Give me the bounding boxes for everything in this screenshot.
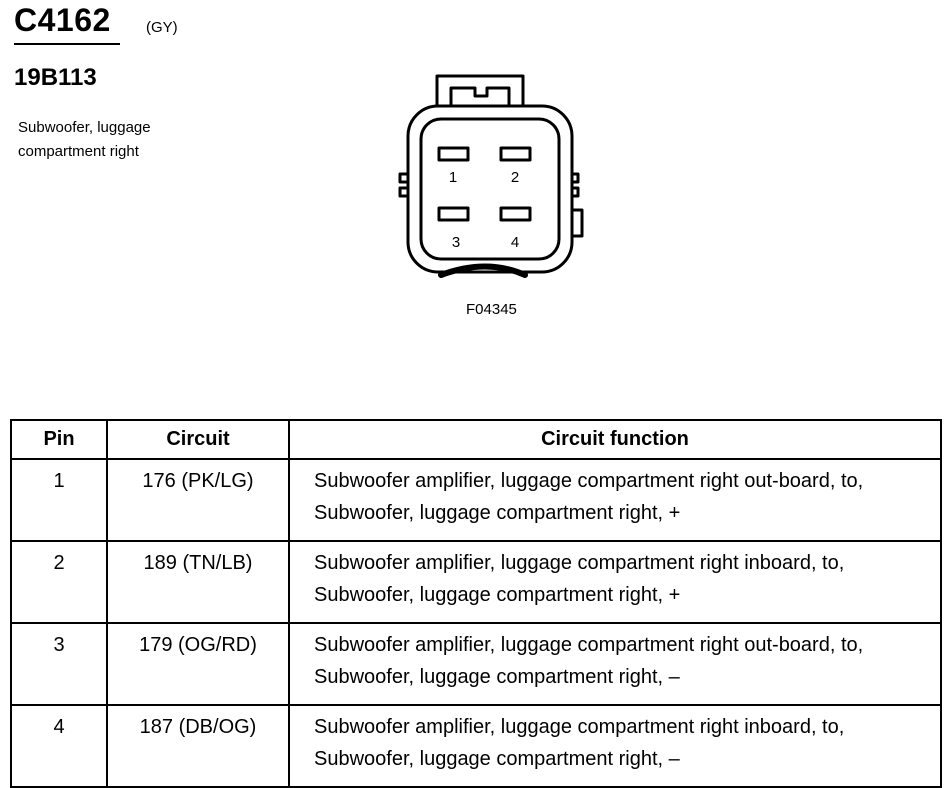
pin-1-terminal xyxy=(439,148,468,160)
connector-id-underline xyxy=(14,43,120,45)
table-row xyxy=(11,459,941,541)
pin-2-terminal xyxy=(501,148,530,160)
connector-id: C4162 xyxy=(14,2,111,38)
part-number: 19B113 xyxy=(14,64,97,91)
pin-cell: 2 xyxy=(11,541,107,623)
function-cell: Subwoofer amplifier, luggage compartment right inboard, to, Subwoofer, luggage compartment right, + xyxy=(289,541,941,623)
pin-3-label: 3 xyxy=(451,234,461,251)
circuit-cell: 179 (OG/RD) xyxy=(107,623,289,705)
function-cell: Subwoofer amplifier, luggage compartment right out-board, to, Subwoofer, luggage compartment right, – xyxy=(289,623,941,705)
connector-description: Subwoofer, luggage compartment right xyxy=(18,119,151,160)
pin-cell: 1 xyxy=(11,459,107,541)
header-circuit: Circuit xyxy=(107,420,289,459)
pin-table xyxy=(10,419,942,788)
pin-1-label: 1 xyxy=(448,169,458,186)
function-cell: Subwoofer amplifier, luggage compartment right out-board, to, Subwoofer, luggage compartment right, + xyxy=(289,459,941,541)
circuit-cell: 176 (PK/LG) xyxy=(107,459,289,541)
pin-2-label: 2 xyxy=(510,169,520,186)
circuit-cell: 187 (DB/OG) xyxy=(107,705,289,787)
table-row xyxy=(11,541,941,623)
housing-outer xyxy=(408,106,572,272)
connector-face-diagram xyxy=(395,70,590,290)
housing-inner xyxy=(421,119,559,259)
pin-cell: 3 xyxy=(11,623,107,705)
color-code: (GY) xyxy=(146,19,178,36)
table-row xyxy=(11,623,941,705)
pin-4-label: 4 xyxy=(510,234,520,251)
table-header-row xyxy=(11,420,941,459)
header-pin: Pin xyxy=(11,420,107,459)
pin-3-terminal xyxy=(439,208,468,220)
header-circuit-function: Circuit function xyxy=(289,420,941,459)
pin-4-terminal xyxy=(501,208,530,220)
table-row xyxy=(11,705,941,787)
latch-notch xyxy=(451,88,509,106)
figure-code: F04345 xyxy=(466,301,517,318)
circuit-cell: 189 (TN/LB) xyxy=(107,541,289,623)
pin-cell: 4 xyxy=(11,705,107,787)
function-cell: Subwoofer amplifier, luggage compartment right inboard, to, Subwoofer, luggage compartment right, – xyxy=(289,705,941,787)
